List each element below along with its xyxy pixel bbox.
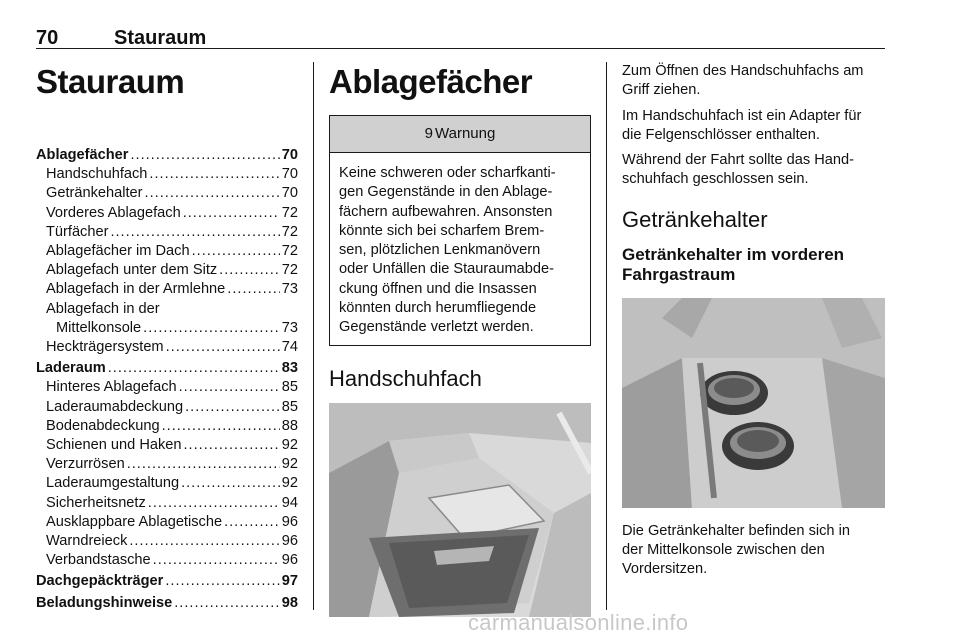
toc-entry-title: Heckträgersystem [46, 339, 164, 356]
toc-entry[interactable] [36, 398, 298, 417]
toc-leader-dots [185, 398, 280, 417]
warning-triangle-icon: 9 [424, 125, 434, 142]
toc-leader-dots [224, 513, 280, 532]
toc-leader-dots [181, 474, 280, 493]
toc-leader-dots [148, 494, 280, 513]
page-number: 70 [36, 27, 59, 49]
page-header [36, 26, 885, 49]
toc-entry[interactable] [36, 223, 298, 242]
toc-leader-dots [130, 146, 279, 165]
column-divider [313, 62, 314, 610]
toc-entry-page: 85 [281, 379, 298, 396]
toc-entry-title: Verbandstasche [46, 552, 151, 569]
toc-entry-title: Handschuhfach [46, 166, 148, 183]
toc-entry[interactable] [36, 436, 298, 455]
toc-leader-dots [174, 594, 280, 613]
toc-entry[interactable] [36, 494, 298, 513]
toc-leader-dots [219, 261, 280, 280]
toc-entry-title: Ablagefächer [36, 147, 129, 163]
intro-paragraphs [622, 62, 885, 190]
warning-text [330, 153, 590, 345]
warning-line: sen, plötzlichen Lenkmanövern [339, 242, 541, 259]
toc-leader-dots [145, 184, 280, 203]
warning-header [330, 116, 590, 153]
toc-column [36, 62, 298, 613]
toc-entry-title: Hinteres Ablagefach [46, 379, 177, 396]
toc-leader-dots [166, 338, 280, 357]
toc-leader-dots [165, 572, 279, 591]
toc-entry-title: Vorderes Ablagefach [46, 204, 181, 221]
toc-entry-page: 96 [281, 533, 298, 550]
toc-entry-title: Ablagefach unter dem Sitz [46, 262, 218, 279]
caption-line: Vordersitzen. [622, 561, 708, 578]
toc-entry[interactable] [36, 594, 298, 613]
toc-entry-page: 70 [281, 166, 298, 183]
toc-entry[interactable] [36, 474, 298, 493]
warning-title: Warnung [435, 125, 496, 142]
toc-entry-page: 70 [281, 147, 298, 163]
content-column-2 [329, 62, 591, 617]
toc-entry-title: Türfächer [46, 223, 109, 240]
paragraph [622, 62, 885, 101]
toc-entry-page: 85 [281, 398, 298, 415]
toc-entry-title: Verzurrösen [46, 456, 125, 473]
caption-line: Die Getränkehalter befinden sich in [622, 522, 850, 539]
toc-entry[interactable] [36, 242, 298, 261]
toc-entry-title: Getränkehalter [46, 185, 143, 202]
toc-entry-page: 92 [281, 437, 298, 454]
running-title: Stauraum [114, 27, 207, 49]
paragraph-line: die Felgenschlösser enthalten. [622, 126, 820, 143]
warning-line: oder Unfällen die Stauraumabde- [339, 261, 554, 278]
toc-entry-page: 72 [281, 204, 298, 221]
toc-leader-dots [184, 436, 280, 455]
toc-leader-dots [143, 319, 280, 338]
warning-line: Keine schweren oder scharfkanti- [339, 165, 556, 181]
warning-line: ckung öffnen und die Insassen [339, 280, 537, 297]
toc-entry-title: Warndreieck [46, 533, 128, 550]
toc-leader-dots [179, 378, 280, 397]
toc-leader-dots [127, 455, 280, 474]
warning-line: gen Gegenstände in den Ablage- [339, 184, 553, 201]
toc-entry[interactable] [36, 378, 298, 397]
toc-entry-page: 88 [281, 417, 298, 434]
toc-entry-page: 92 [281, 475, 298, 492]
paragraph-line: schuhfach geschlossen sein. [622, 171, 809, 188]
toc-leader-dots [227, 280, 279, 299]
warning-line: könnten durch herumfliegende [339, 300, 537, 317]
toc-entry-title: Beladungshinweise [36, 594, 173, 611]
subheading-vorderer-fahrgastraum [622, 245, 885, 285]
toc-entry[interactable] [36, 146, 298, 165]
toc-entry-page: 96 [281, 513, 298, 530]
toc-leader-dots [192, 242, 280, 261]
toc-leader-dots [110, 223, 279, 242]
toc-entry-title: Laderaumabdeckung [46, 398, 184, 415]
toc-entry-title: Ausklappbare Ablagetische [46, 513, 223, 530]
toc-entry-title: Laderaum [36, 360, 106, 377]
toc-entry-page: 97 [281, 573, 298, 590]
toc-entry-page: 73 [281, 319, 298, 336]
toc-entry-page: 98 [281, 594, 298, 611]
toc-entry[interactable] [36, 551, 298, 570]
chapter-title: Stauraum [36, 63, 185, 100]
toc-entry[interactable] [36, 417, 298, 436]
toc-entry[interactable] [36, 455, 298, 474]
toc-entry-page: 70 [281, 185, 298, 202]
toc-entry-title: Schienen und Haken [46, 437, 182, 454]
toc-entry[interactable] [36, 338, 298, 357]
paragraph [622, 107, 885, 146]
toc-entry-title: Ablagefächer im Dach [46, 243, 190, 260]
toc-entry-page: 74 [281, 339, 298, 356]
toc-entry[interactable] [36, 300, 298, 319]
cupholder-caption [622, 522, 885, 580]
toc-leader-dots [153, 551, 280, 570]
caption-line: der Mittelkonsole zwischen den [622, 542, 825, 559]
toc-entry[interactable] [36, 572, 298, 591]
toc-entry-page: 94 [281, 494, 298, 511]
toc-entry[interactable] [36, 184, 298, 203]
section-heading-getraenkehalter: Getränkehalter [622, 206, 768, 232]
paragraph [622, 151, 885, 190]
toc-entry-title: Ablagefach in der Armlehne [46, 281, 226, 298]
subheading-line: Fahrgastraum [622, 264, 736, 284]
cupholder-photo [622, 298, 885, 508]
toc-entry-title: Dachgepäckträger [36, 573, 164, 590]
toc-entry[interactable] [36, 532, 298, 551]
toc-entry-page: 72 [281, 262, 298, 279]
toc-entry-page: 73 [281, 281, 298, 298]
warning-box [329, 115, 591, 346]
paragraph-line: Im Handschuhfach ist ein Adapter für [622, 107, 862, 124]
toc-entry[interactable] [36, 359, 298, 378]
toc-leader-dots [183, 204, 280, 223]
toc-entry[interactable] [36, 319, 298, 338]
watermark: carmanualsonline.info [468, 610, 689, 635]
toc-entry-page: 72 [281, 243, 298, 260]
glovebox-photo [329, 403, 591, 617]
table-of-contents [36, 146, 298, 613]
toc-entry[interactable] [36, 165, 298, 184]
toc-entry-page: 92 [281, 456, 298, 473]
toc-leader-dots [162, 417, 280, 436]
toc-entry[interactable] [36, 204, 298, 223]
warning-line: könnte sich bei scharfem Brem- [339, 222, 545, 239]
toc-entry-title: Ablagefach in der [46, 300, 160, 317]
warning-line: fächern aufbewahren. Ansonsten [339, 203, 553, 220]
toc-entry[interactable] [36, 280, 298, 299]
toc-entry[interactable] [36, 261, 298, 280]
section-heading-ablagefaecher: Ablagefächer [329, 63, 533, 100]
toc-entry-page: 83 [281, 360, 298, 377]
toc-entry-title: Laderaumgestaltung [46, 475, 180, 492]
toc-entry-page: 96 [281, 552, 298, 569]
paragraph-line: Während der Fahrt sollte das Hand- [622, 152, 854, 169]
toc-leader-dots [129, 532, 279, 551]
paragraph-line: Griff ziehen. [622, 82, 701, 99]
toc-leader-dots [149, 165, 279, 184]
toc-entry-title: Mittelkonsole [56, 319, 142, 336]
paragraph-line: Zum Öffnen des Handschuhfachs am [622, 63, 864, 79]
content-column-3 [622, 62, 885, 580]
subheading-handschuhfach: Handschuhfach [329, 365, 482, 391]
subheading-line: Getränkehalter im vorderen [622, 244, 845, 264]
toc-entry[interactable] [36, 513, 298, 532]
toc-entry-title: Sicherheitsnetz [46, 494, 146, 511]
column-divider [606, 62, 607, 610]
toc-entry-title: Bodenabdeckung [46, 417, 160, 434]
toc-entry-page: 72 [281, 223, 298, 240]
warning-line: Gegenstände verletzt werden. [339, 319, 534, 336]
toc-leader-dots [108, 359, 280, 378]
